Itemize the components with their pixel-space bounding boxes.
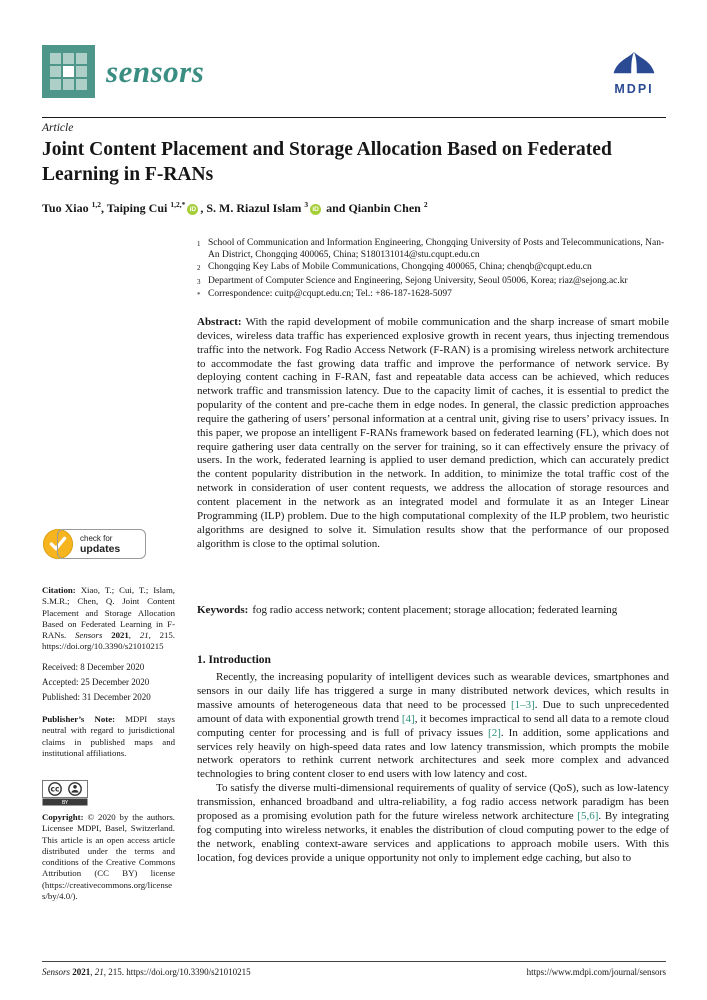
footer-journal-url[interactable]: https://www.mdpi.com/journal/sensors	[526, 967, 666, 977]
date-line: Accepted: 25 December 2020	[42, 677, 150, 688]
affiliation-marker: 2	[197, 264, 201, 273]
affiliation-marker: *	[197, 290, 201, 299]
citation-ref[interactable]: [2]	[488, 726, 501, 739]
page-footer	[42, 967, 666, 977]
check-for-updates-badge[interactable]	[42, 526, 146, 562]
publisher-note: Publisher’s Note: MDPI stays neutral with regard to jurisdictional claims in published maps and institutional affiliations.	[42, 714, 175, 758]
author-affiliation-sup: 3	[304, 200, 309, 209]
citation-ref[interactable]: [5,6]	[577, 810, 599, 823]
body-paragraph: To satisfy the diverse multi-dimensional requirements of quality of service (QoS), such as low-latency transmission, enhanced broadband and ultra-reliability, a fog radio access network paradigm has been proposed as a promising evolution path for the future wireless network architecture [5,6]. By integrating fog computing into wireless networks, it enables the distribution of cloud computing power to the edge of the network, enabling context-aware services and applications to approach mobile users. With this location, fog devices provide a unique opportunity not only to implement edge caching, but also to	[197, 782, 669, 864]
keywords-label: Keywords:	[197, 604, 249, 616]
abstract-label: Abstract:	[197, 316, 242, 328]
affiliation-marker: 3	[197, 277, 201, 286]
affiliation-marker: 1	[197, 240, 201, 248]
orcid-icon[interactable]: iD	[187, 204, 198, 215]
date-line: Published: 31 December 2020	[42, 692, 151, 703]
citation-ref[interactable]: [4]	[401, 712, 415, 725]
author-name: Taiping Cui	[106, 201, 168, 215]
author-name: Tuo Xiao	[42, 201, 89, 215]
affiliation-row	[197, 261, 669, 274]
footer-divider	[42, 961, 666, 962]
footer-citation: Sensors 2021, 21, 215. https://doi.org/10.3390/s21010215	[42, 967, 251, 977]
svg-text:cc: cc	[50, 784, 60, 794]
mdpi-emblem-icon	[606, 63, 662, 80]
introduction-paragraphs	[197, 671, 669, 866]
check-for-updates-label: check for updates	[57, 529, 146, 559]
keywords	[197, 604, 669, 618]
svg-text:BY: BY	[61, 800, 69, 806]
authors-line: Tuo Xiao $^{1,2}$, Taiping Cui $^{1,2,*}$iD , S. M. Riazul Islam $^3$iD and Qianbin Chen $^2$	[42, 200, 428, 215]
journal-header	[42, 45, 204, 98]
paper-title: Joint Content Placement and Storage Allocation Based on Federated Learning in F-RANs	[42, 139, 612, 185]
affiliation-text: School of Communication and Information Engineering, Chongqing University of Posts and Telecommunications, Nan-An District, Chongqing 400065, China; S180131014@stu.cqupt.edu.cn	[208, 238, 665, 261]
citation-block: Citation: Xiao, T.; Cui, T.; Islam, S.M.R.; Chen, Q. Joint Content Placement and Storage Allocation Based on Federated Learning in F-RANs. Sensors 2021, 21, 215. https://doi.org/10.3390/s21010215	[42, 585, 176, 652]
mdpi-logo	[601, 50, 667, 96]
affiliation-text: Correspondence: cuitp@cqupt.edu.cn; Tel.: +86-187-1628-5097	[208, 288, 452, 299]
affiliation-row	[197, 288, 669, 301]
article-type-label: Article	[42, 122, 74, 134]
affiliation-row	[197, 237, 669, 261]
affiliations	[197, 237, 669, 301]
keywords-text: fog radio access network; content placement; storage allocation; federated learning	[252, 604, 618, 616]
author-name: S. M. Riazul Islam	[206, 201, 302, 215]
cc-by-license-icon[interactable]	[42, 780, 88, 806]
header-divider	[42, 117, 666, 118]
date-line: Received: 8 December 2020	[42, 662, 145, 672]
author-affiliation-sup: 2	[423, 200, 428, 209]
affiliation-text: Department of Computer Science and Engineering, Sejong University, Seoul 05006, Korea; riaz@sejong.ac.kr	[208, 275, 628, 286]
author-affiliation-sup: 1,2,*	[170, 200, 186, 209]
author-name: Qianbin Chen	[348, 201, 421, 215]
body-paragraph: Recently, the increasing popularity of intelligent devices such as wearable devices, smartphones and sensors in our daily life has triggered a surge in many distributed network devices, which results in massive amounts of heterogeneous data that need to be processed [1–3]. Due to such unprecedented amount of data with exponential growth trend [4], it becomes impractical to send all data to a remote cloud computing center for processing and is full of privacy issues [2]. In addition, some applications and services rely heavily on high-speed data rates and low latency transmission, which prompts the mobile network operators to rethink current network architectures and seek more complex and advanced technologies to bring content closer to end users with low latency and cost.	[197, 671, 670, 781]
orcid-icon[interactable]: iD	[310, 204, 321, 215]
article-dates	[42, 660, 175, 706]
section-heading-introduction: 1. Introduction	[197, 654, 271, 666]
author-affiliation-sup: 1,2	[91, 200, 101, 209]
journal-name: sensors	[106, 53, 205, 89]
citation-ref[interactable]: [1–3]	[510, 698, 535, 711]
affiliation-text: Chongqing Key Labs of Mobile Communications, Chongqing 400065, China; chenqb@cqupt.edu.cn	[208, 262, 592, 273]
affiliation-row	[197, 275, 669, 288]
abstract	[197, 316, 669, 551]
copyright-block: Copyright: © 2020 by the authors. Licensee MDPI, Basel, Switzerland. This article is an open access article distributed under the terms and conditions of the Creative Commons Attribution (CC BY) license (https://creativecommons.org/licenses/by/4.0/).	[42, 812, 175, 902]
abstract-text: With the rapid development of mobile communication and the sharp increase of smart mobile devices, wireless data traffic has experienced explosive growth in recent years, thus injecting tremendous traffic into the network. Fog Radio Access Network (F-RAN) is a promising wireless network architecture to accommodate the fast growing data traffic and improve the performance of network service. By deploying content caching in F-RAN, fast and repeatable data access can be achieved, which reduces network traffic and transmission latency. Due to the capacity limit of caches, it is essential to predict the popularity of the content and pre-cache them in edge nodes. In general, the classic prediction approaches require the gathering of users’ personal information at a central unit, giving rise to users’ privacy issues. In this paper, we propose an intelligent F-RANs framework based on federated learning (FL), which does not require gathering user data centrally on the server for training, so it can effectively ensure the privacy of users. In the work, federated learning is applied to user demand prediction, which can accurately predict the content popularity distribution in the network. In addition, to minimize the total traffic cost of the network in consideration of user content requests, we address the allocation of storage resources and content placement in the network as an integrated model and formulate it as an Integer Linear Programming (ILP) problem. Due to the high computational complexity of the ILP problem, two heuristic algorithms are designed to solve it. Simulation results show that the performance of our proposed algorithm is close to the optimal solution.	[197, 316, 669, 550]
sensors-logo-icon	[42, 45, 95, 98]
mdpi-wordmark: MDPI	[614, 82, 654, 96]
